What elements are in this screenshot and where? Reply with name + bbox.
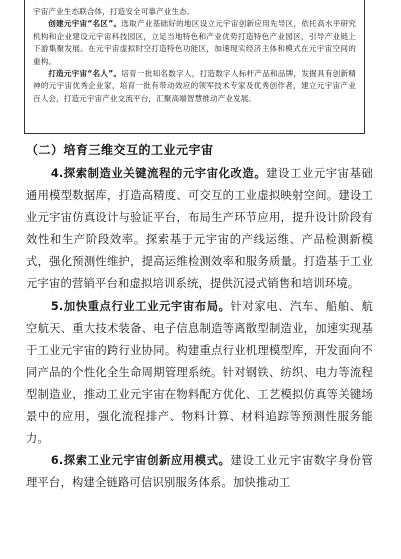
box-paragraph-2-text: 培育一批知名数字人，打造数字人标杆产品和品牌，发掘具有创新精神的元宇宙优秀企业家，培育一批有带动效应的领军技术专家及优秀创作者，建立元宇宙产业百人会，打造元宇宙产业交流平台，汇聚高端智慧推动产业发展。 [33, 69, 357, 103]
box-paragraph-2 [33, 68, 356, 105]
box-paragraph-1-text: 选取产业基础好的地区设立元宇宙创新应用先导区，依托高水平研究机构和企业建设元宇宙科技园区，立足当地特色和产业优势打造特色产业园区，引导产业链上下游集聚发展。在元宇宙虚拟时空打造特色功能区，加速现实经济主体和模式在元宇宙空间的重构。 [33, 19, 357, 66]
paragraph-4-text: 建设工业元宇宙基础通用模型数据库，打造高精度、可交互的工业虚拟映射空间。建设工业元宇宙仿真设计与验证平台，布局生产环节应用，提升设计阶段有效性和生产阶段效率。探索基于元宇宙的产线运维、产品检测新模式，强化预测性维护，提高运维检测效率和服务质量。打造基于工业元宇宙的营销平台和虚拟培训系统，提供沉浸式销售和培训环境。 [26, 167, 373, 291]
section-heading: （二）培育三维交互的工业元宇宙 [26, 143, 214, 157]
framed-text-box [24, 0, 365, 134]
paragraph-4 [26, 163, 373, 296]
paragraph-4-title: 4.探索制造业关键流程的元宇宙化改造。 [50, 167, 267, 180]
main-body [26, 163, 373, 494]
box-paragraph-1 [33, 18, 356, 68]
paragraph-6-title: 6.探索工业元宇宙创新应用模式。 [50, 454, 231, 468]
box-paragraph-1-title: 创建元宇宙“名区”。 [48, 19, 122, 29]
paragraph-5 [26, 296, 373, 451]
paragraph-5-title: 5.加快重点行业工业元宇宙布局。 [50, 299, 231, 313]
paragraph-5-text: 针对家电、汽车、船舶、航空航天、重大技术装备、电子信息制造等离散型制造业，加速实现基于工业元宇宙的跨行业协同。构建重点行业机理模型库，开发面向不同产品的个性化全生命周期管理系统。针对钢铁、纺织、电力等流程型制造业，推动工业元宇宙在物料配方优化、工艺模拟仿真等关键场景中的应用，强化流程排产、物料计算、材料追踪等预测性服务能力。 [26, 299, 374, 446]
box-paragraph-2-title: 打造元宇宙“名人”。 [48, 69, 122, 79]
paragraph-6-text: 建设工业元宇宙数字身份管理平台，构建全链路可信识别服务体系。加快推动工 [26, 454, 374, 490]
box-line-1: 宇宙产业生态联合体，打造安全可靠产业生态。 [33, 7, 195, 16]
paragraph-6 [26, 450, 373, 494]
